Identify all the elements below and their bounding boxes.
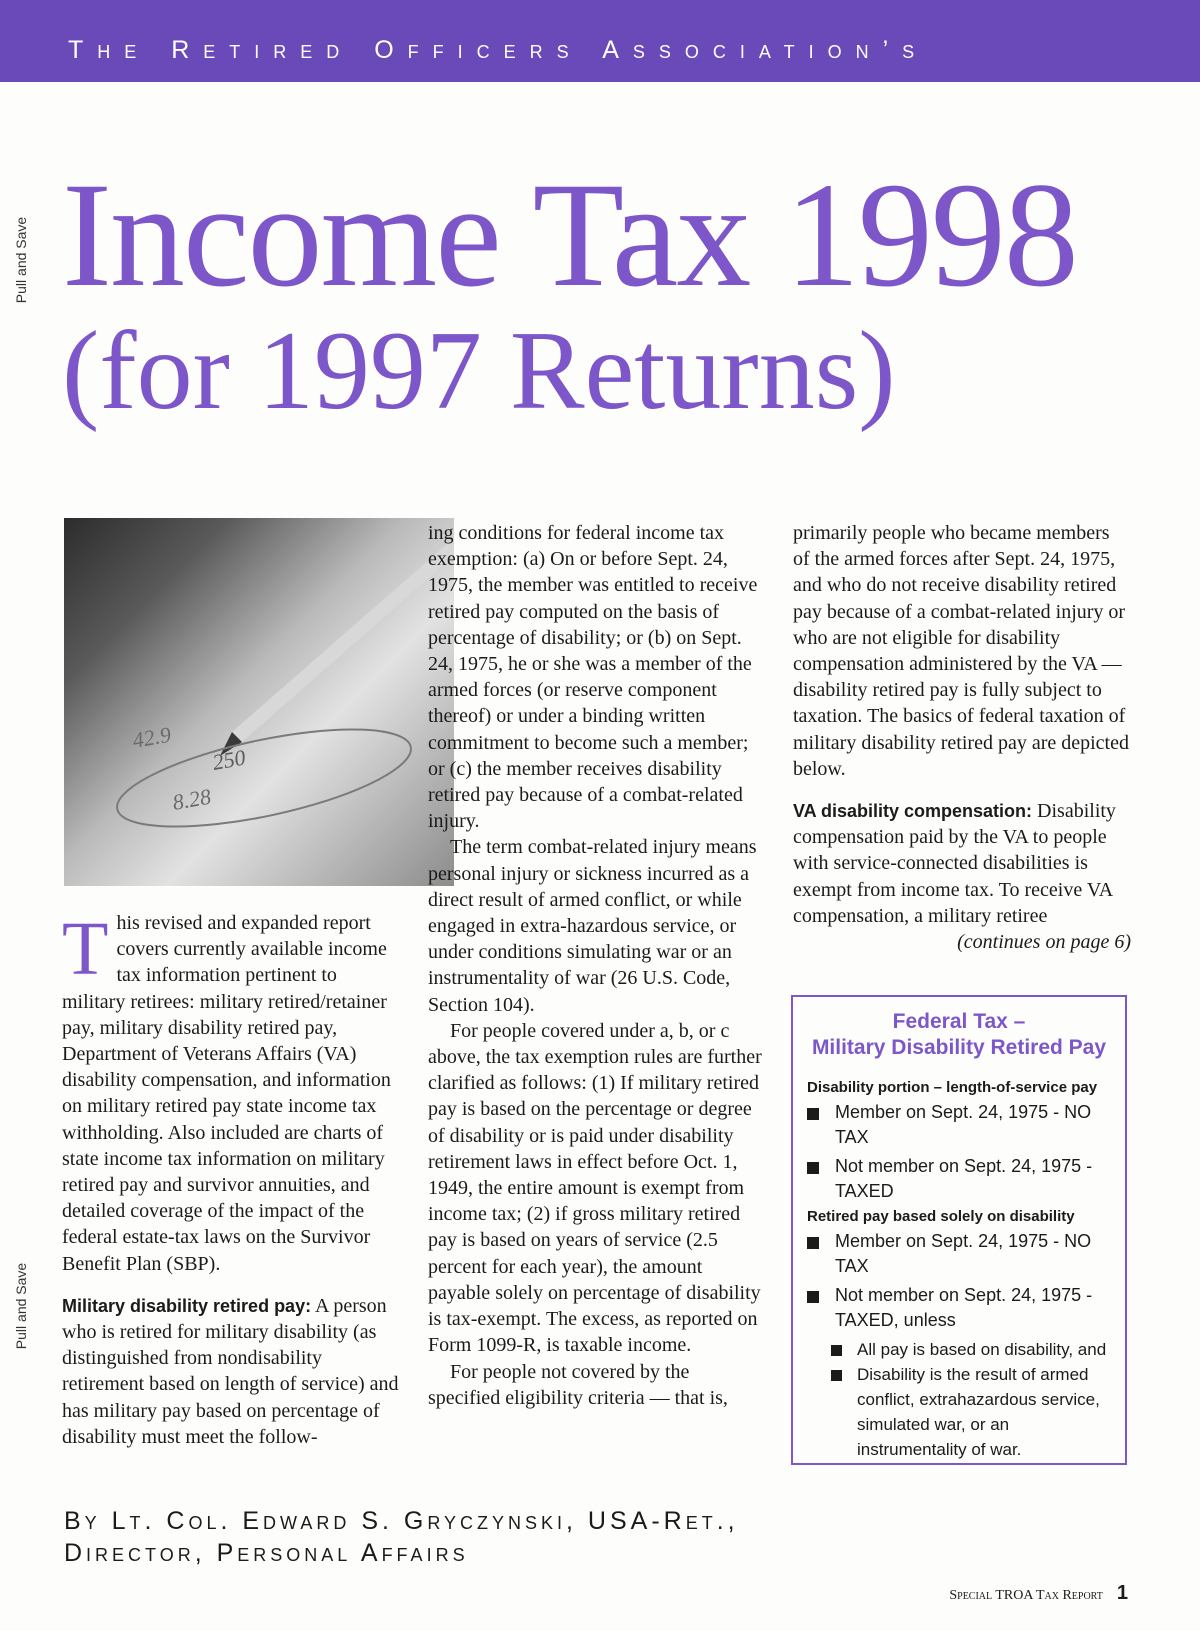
- handwritten-figure-3: 8.28: [170, 783, 213, 815]
- byline-title: Director, Personal Affairs: [64, 1539, 469, 1567]
- pencil-body: [232, 538, 454, 742]
- handwritten-figure-2: 250: [210, 744, 248, 775]
- col2-paragraph-3: For people covered under a, b, or c above, the tax exemption rules are further clarified as follows: (1) If military retired pay is based on the percentage or degree of disability or is paid under disability retirement laws in effect before Oct. 1, 1949, the entire amount is exempt from income tax; (2) if gross military retired pay is based on years of service (2.5 percent for each year), the amount payable solely on percentage of disability is tax-exempt. The excess, as reported on Form 1099-R, is taxable income.: [428, 1019, 762, 1357]
- page-footer: [949, 1582, 1128, 1605]
- footer-label: Special TROA Tax Report: [949, 1588, 1103, 1603]
- sidebar-box: [791, 995, 1127, 1465]
- col2-paragraph-2: The term combat-related injury means personal injury or sickness incurred as a direct result of armed conflict, or while engaged in extra-hazardous service, or under conditions simulating war or an instrumentality of war (26 U.S. Code, Section 104).: [428, 836, 757, 1016]
- sidebar-list-item: Member on Sept. 24, 1975 - NO TAX: [793, 1229, 1119, 1279]
- byline-author: By Lt. Col. Edward S. Gryczynski, USA-Ret.,: [64, 1507, 739, 1535]
- intro-paragraph: This revised and expanded report covers currently available income tax information pertinent to military retirees: military retired/retainer pay, military disability retired pay, Department of Veterans Affairs (VA) disability compensation, and information on military retired pay state income tax withholding. Also included are charts of state income tax information on military retired pay and survivor annuities, and detailed coverage of the impact of the federal estate-tax laws on the Survivor Benefit Plan (SBP).: [62, 907, 391, 1275]
- side-label-top: Pull and Save: [13, 216, 30, 304]
- page-number: 1: [1116, 1582, 1128, 1604]
- header-banner: [0, 0, 1200, 82]
- banner-title: The Retired Officers Association’s: [68, 36, 929, 64]
- column-1: [62, 907, 404, 1450]
- sidebar-list-item: Not member on Sept. 24, 1975 - TAXED: [793, 1154, 1119, 1204]
- side-label-bottom: Pull and Save: [13, 1262, 30, 1350]
- sidebar-sub-item: Disability is the result of armed conflict, extrahazardous service, simulated war, or an instrumentality of war.: [793, 1362, 1115, 1462]
- col2-paragraph-1: ing conditions for federal income tax exemption: (a) On or before Sept. 24, 1975, the member was entitled to receive retired pay computed on the basis of percentage of disability; or (b) on Sept. 24, 1975, he or she was a member of the armed forces (or reserve component thereof) or under a binding written commitment to become such a member; or (c) the member receives disability retired pay because of a combat-related injury.: [428, 522, 758, 833]
- sidebar-list-item: Not member on Sept. 24, 1975 - TAXED, unless: [793, 1283, 1119, 1333]
- subhead-military-disability: Military disability retired pay:: [62, 1295, 312, 1316]
- sidebar-title-1: Federal Tax –: [892, 1010, 1026, 1033]
- disability-paragraph: Military disability retired pay: A person who is retired for military disability (as distinguished from nondisability retirement based on length of service) and has military pay based on percentage of disability must meet the follow-: [62, 1294, 399, 1448]
- pencil-photo: [64, 518, 454, 886]
- col3-paragraph-1: primarily people who became members of the armed forces after Sept. 24, 1975, and who do not receive disability retired pay because of a combat-related injury or who are not eligible for disability compensation administered by the VA — disability retired pay is fully subject to taxation. The basics of federal taxation of military disability retired pay are depicted below.: [793, 522, 1129, 780]
- column-3: [793, 520, 1131, 955]
- col2-paragraph-4: For people not covered by the specified eligibility criteria — that is,: [428, 1360, 728, 1409]
- sidebar-section-2: Retired pay based solely on disability: [807, 1208, 1075, 1225]
- sidebar-section-1: Disability portion – length-of-service pay: [807, 1079, 1098, 1096]
- handwritten-figure-1: 42.9: [130, 721, 173, 753]
- byline: [64, 1505, 739, 1569]
- subtitle: (for 1997 Returns): [62, 309, 896, 433]
- main-title: Income Tax 1998: [62, 152, 1077, 318]
- sidebar-title-2: Military Disability Retired Pay: [811, 1036, 1107, 1059]
- col3-paragraph-2: VA disability compensation: Disability compensation paid by the VA to people with service-connected disabilities is exempt from income tax. To receive VA compensation, a military retiree: [793, 800, 1116, 927]
- sidebar-sub-item: All pay is based on disability, and: [793, 1337, 1115, 1362]
- drop-cap: T: [62, 907, 109, 991]
- column-2: [428, 520, 764, 1411]
- continues-note: (continues on page 6): [957, 931, 1131, 954]
- subhead-va-compensation: VA disability compensation:: [793, 801, 1033, 822]
- sidebar-list-item: Member on Sept. 24, 1975 - NO TAX: [793, 1100, 1119, 1150]
